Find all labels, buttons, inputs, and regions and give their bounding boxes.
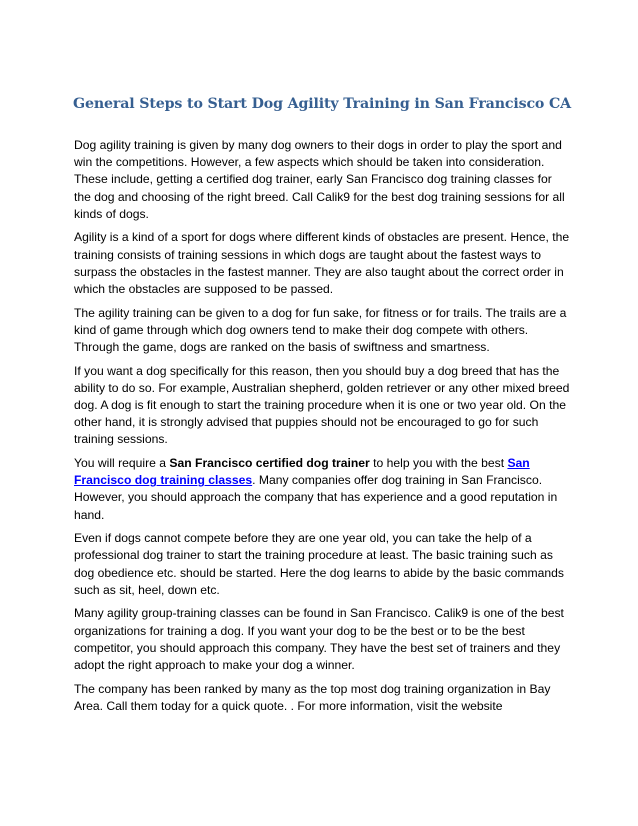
paragraph-4: If you want a dog specifically for this reason, then you should buy a dog breed that has the ability to do so. For example, Australian shepherd, golden retriever or any other mixed breed dog. A dog is fit enough to start the training procedure when it is one or two year old. On the other hand, it is strongly advised that puppies should not be encouraged to go for such training sessions. (74, 363, 570, 447)
paragraph-5-text-2: to help you with the best (369, 456, 508, 471)
paragraph-6: Even if dogs cannot compete before they are one year old, you can take the help of a professional dog trainer to start the training procedure at least. The basic training such as dog obedience etc. should be started. Here the dog learns to abide by the basic commands such as sit, heel, down etc. (74, 531, 564, 597)
paragraph-7: Many agility group-training classes can be found in San Francisco. Calik9 is one of the best organizations for training a dog. If you want your dog to be the best or to be the best competitor, you should approach this company. They have the best set of trainers and they adopt the right approach to make your dog a winner. (74, 606, 564, 673)
paragraph-5-text-1: You will require a (74, 456, 170, 471)
paragraph-8: The company has been ranked by many as the top most dog training organization in Bay Area. Call them today for a quick quote. . For more information, visit the website (74, 681, 551, 713)
certified-trainer-bold: San Francisco certified dog trainer (169, 456, 370, 471)
dog-training-classes-link[interactable]: San Francisco dog training classes (74, 456, 530, 488)
paragraph-5-text-3: . Many companies offer dog training in San Francisco. However, you should approach the company that has experience and a good reputation in hand. (74, 473, 558, 522)
paragraph-1: Dog agility training is given by many dog owners to their dogs in order to play the sport and win the competitions. However, a few aspects which should be taken into consideration. These include, getting a certified dog trainer, early San Francisco dog training classes for the dog and choosing of the right breed. Call Calik9 for the best dog training sessions for all kinds of dogs. (74, 138, 565, 221)
paragraph-3: The agility training can be given to a dog for fun sake, for fitness or for trails. The trails are a kind of game through which dog owners tend to make their dog compete with others. Through the game, dogs are ranked on the basis of swiftness and smartness. (74, 305, 567, 355)
paragraph-2: Agility is a kind of a sport for dogs where different kinds of obstacles are present. Hence, the training consists of training sessions in which dogs are taught about the fastest ways to surpass the obstacles in the fastest manner. They are also taught about the correct order in which the obstacles are supposed to be passed. (74, 230, 570, 297)
document-title: General Steps to Start Dog Agility Training in San Francisco CA (73, 96, 572, 112)
document-body (74, 137, 570, 721)
paragraph-5 (74, 455, 570, 524)
